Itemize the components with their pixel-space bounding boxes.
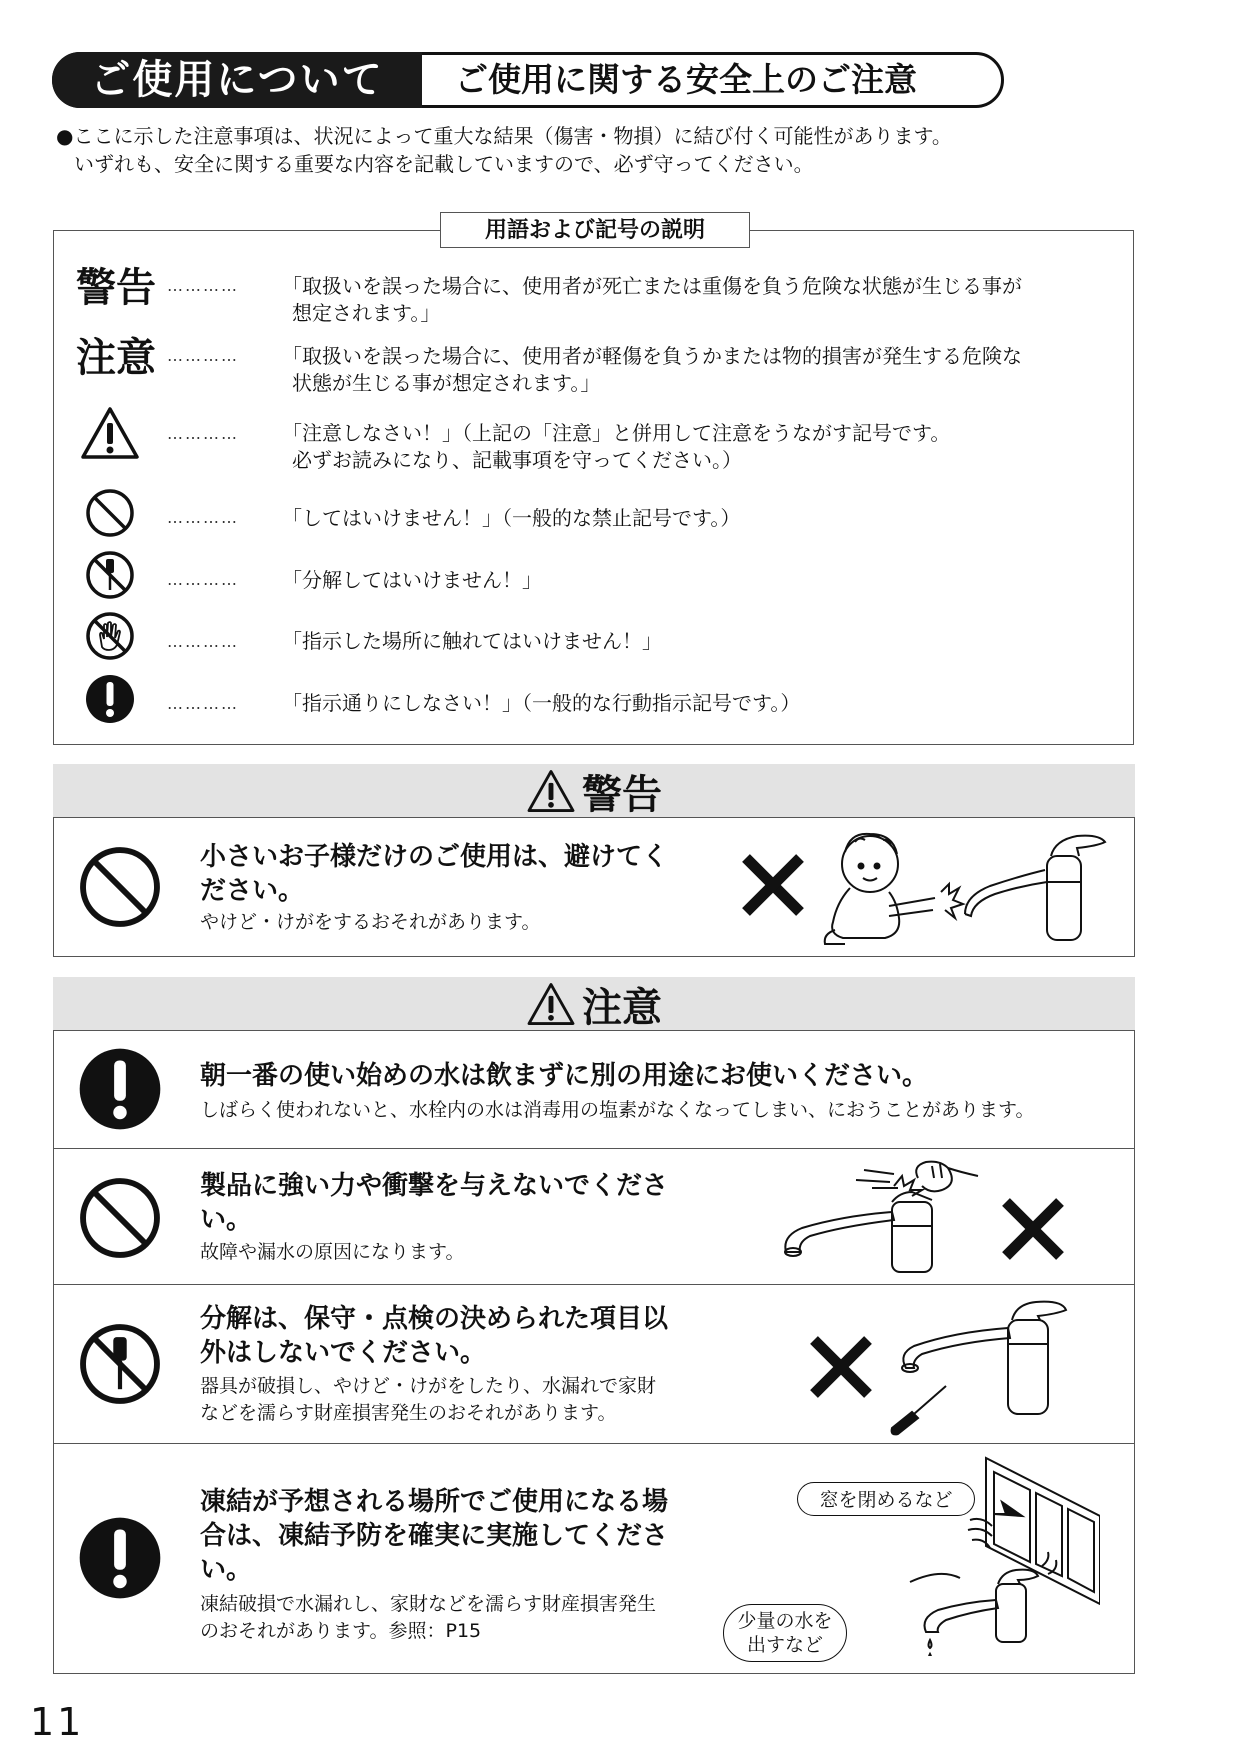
prohibited-icon [78,845,162,929]
no-disassembly-icon [85,550,135,600]
caution-section-header [53,977,1135,1031]
legend-title: 用語および記号の説明 [440,212,750,248]
legend-term-caution: 注意 [76,335,156,381]
legend-box [53,230,1134,745]
callout-run-water-line-2: 出すなど [746,1634,823,1656]
leader-dots: ………… [167,694,239,713]
caution-row4-heading-2: 合は、凍結予防を確実に実施してくださ [200,1521,669,1551]
caution-row3-heading-2: 外はしないでください。 [200,1338,487,1368]
legend-desc-triangle-2: 必ずお読みになり、記載事項を守ってください。） [292,448,742,472]
hitting-faucet-illustration [782,1156,982,1276]
intro-line-1: ●ここに示した注意事項は、状況によって重大な結果（傷害・物損）に結び付く可能性があります。 [56,124,952,148]
legend-desc-caution-1: 「取扱いを誤った場合に、使用者が軽傷を負うかまたは物的損害が発生する危険な [282,344,1022,368]
caution-row3-heading-1: 分解は、保守・点検の決められた項目以 [200,1304,669,1334]
legend-desc-mandatory: 「指示通りにしなさい！」（一般的な行動指示記号です。） [282,691,801,715]
faucet-with-screwdriver-illustration [884,1298,1084,1438]
row-divider [53,1443,1135,1444]
caution-row2-heading-1: 製品に強い力や衝撃を与えないでくださ [200,1171,669,1201]
warning-heading-1: 小さいお子様だけのご使用は、避けてく [200,842,669,872]
caution-row4-body-2: のおそれがあります。参照：P15 [200,1620,482,1642]
leader-dots: ………… [167,570,239,589]
leader-dots: ………… [167,346,239,365]
page-title: ご使用に関する安全上のご注意 [455,60,917,99]
caution-row1-heading: 朝一番の使い始めの水は飲まずに別の用途にお使いください。 [200,1061,929,1091]
warning-heading-2: ださい。 [200,876,305,906]
legend-desc-triangle-1: 「注意しなさい！」（上記の「注意」と併用して注意をうながす記号です。 [282,421,951,445]
intro-line-2: いずれも、安全に関する重要な内容を記載していますので、必ず守ってください。 [74,152,814,176]
callout-close-window: 窓を閉めるなど [797,1482,975,1516]
window-and-faucet-illustration [850,1456,1100,1656]
caution-row3-body-2: などを濡らす財産損害発生のおそれがあります。 [200,1402,617,1424]
row-divider [53,1148,1135,1149]
callout-run-water [723,1604,847,1662]
caution-triangle-icon [526,982,576,1026]
prohibited-icon [85,488,135,538]
warning-body: やけど・けがをするおそれがあります。 [200,911,541,933]
caution-triangle-icon [80,406,140,460]
leader-dots: ………… [167,632,239,651]
x-mark-icon [808,1334,874,1400]
caution-row4-body-1: 凍結破損で水漏れし、家財などを濡らす財産損害発生 [200,1593,657,1615]
mandatory-action-icon [85,674,135,724]
x-mark-icon [1000,1196,1066,1262]
caution-row1-body: しばらく使われないと、水栓内の水は消毒用の塩素がなくなってしまい、におうことがあります。 [200,1099,1035,1121]
mandatory-action-icon [78,1516,162,1600]
warning-section-header [53,764,1135,818]
leader-dots: ………… [167,276,239,295]
legend-term-warning: 警告 [76,265,156,311]
row-divider [53,1284,1135,1285]
child-touching-faucet-illustration [815,822,1115,950]
page-number: 11 [30,1700,85,1744]
legend-desc-caution-2: 状態が生じる事が想定されます。」 [292,371,601,395]
leader-dots: ………… [167,424,239,443]
caution-row2-heading-2: い。 [200,1205,253,1235]
leader-dots: ………… [167,508,239,527]
caution-row4-heading-1: 凍結が予想される場所でご使用になる場 [200,1487,669,1517]
legend-desc-warning-2: 想定されます。」 [292,301,441,325]
no-disassembly-icon [78,1322,162,1406]
legend-desc-no-touch: 「指示した場所に触れてはいけません！」 [282,629,662,653]
no-touch-icon [85,611,135,661]
caution-triangle-icon [526,769,576,813]
legend-desc-no-disassembly: 「分解してはいけません！」 [282,568,542,592]
callout-run-water-line-1: 少量の水を [737,1610,833,1632]
prohibited-icon [78,1176,162,1260]
mandatory-action-icon [78,1047,162,1131]
x-mark-icon [740,852,806,918]
caution-row2-body: 故障や漏水の原因になります。 [200,1241,465,1263]
legend-desc-prohibited: 「してはいけません！」（一般的な禁止記号です。） [282,506,741,530]
caution-section-title: 注意 [582,984,662,1031]
section-tab-label: ご使用について [52,52,422,108]
caution-row4-heading-3: い。 [200,1555,253,1585]
warning-section-title: 警告 [582,771,662,818]
caution-row3-body-1: 器具が破損し、やけど・けがをしたり、水漏れで家財 [200,1375,657,1397]
legend-desc-warning-1: 「取扱いを誤った場合に、使用者が死亡または重傷を負う危険な状態が生じる事が [282,274,1022,298]
